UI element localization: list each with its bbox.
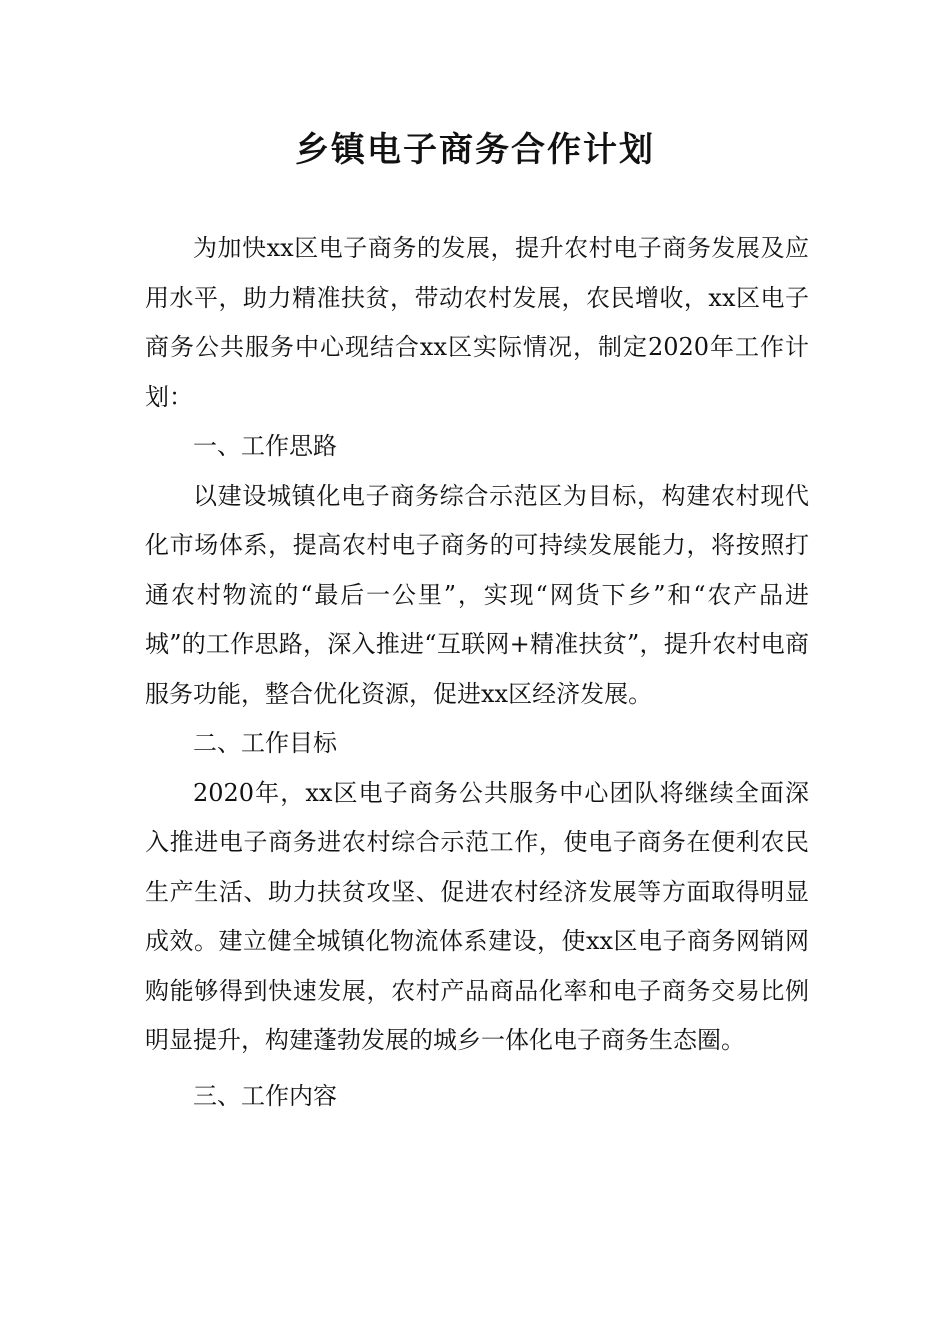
document-body bbox=[145, 224, 809, 1121]
section-heading-goals: 二、工作目标 bbox=[193, 729, 337, 757]
intro-paragraph: 为加快xx区电子商务的发展，提升农村电子商务发展及应用水平，助力精准扶贫，带动农村发展，农民增收，xx区电子商务公共服务中心现结合xx区实际情况，制定2020年工作计划： bbox=[145, 234, 809, 411]
section-heading-ideas: 一、工作思路 bbox=[193, 432, 337, 460]
section-body-ideas: 以建设城镇化电子商务综合示范区为目标，构建农村现代化市场体系，提高农村电子商务的可持续发展能力，将按照打通农村物流的“最后一公里”，实现“网货下乡”和“农产品进城”的工作思路，深入推进“互联网+精准扶贫”，提升农村电商服务功能，整合优化资源，促进xx区经济发展。 bbox=[145, 481, 809, 708]
section-body-goals: 2020年，xx区电子商务公共服务中心团队将继续全面深入推进电子商务进农村综合示范工作，使电子商务在便利农民生产生活、助力扶贫攻坚、促进农村经济发展等方面取得明显成效。建立健全城镇化物流体系建设，使xx区电子商务网销网购能够得到快速发展，农村产品商品化率和电子商务交易比例明显提升，构建蓬勃发展的城乡一体化电子商务生态圈。 bbox=[145, 778, 809, 1054]
section-heading-content: 三、工作内容 bbox=[193, 1081, 337, 1110]
document-title: 乡镇电子商务合作计划 bbox=[295, 130, 655, 170]
